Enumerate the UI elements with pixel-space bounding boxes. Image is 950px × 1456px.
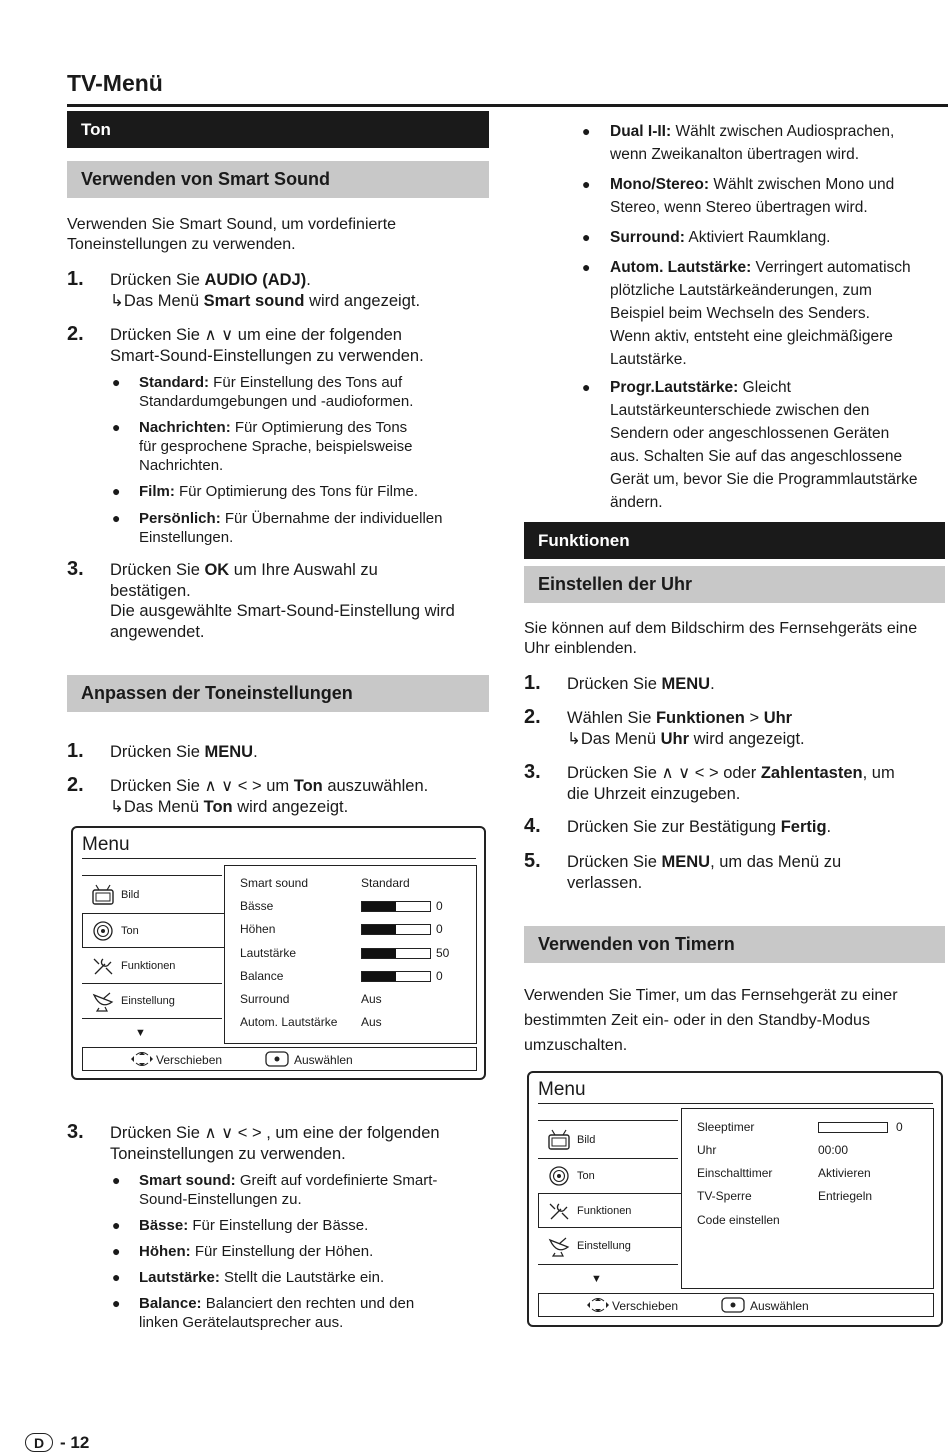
section-bar-label: Ton: [81, 119, 111, 139]
step-text-part: auszuwählen.: [322, 777, 429, 795]
bullet-dot: ●: [112, 374, 121, 390]
bullet-dot: ●: [582, 176, 591, 192]
step-line: angewendet.: [110, 622, 205, 641]
bullet-term: Bässe:: [139, 1217, 189, 1234]
satellite-dish-icon: [547, 1235, 571, 1257]
step-line: Die ausgewählte Smart-Sound-Einstellung wird: [110, 602, 455, 620]
speaker-icon: [91, 920, 115, 942]
ok-button-icon: [721, 1297, 745, 1316]
bullet-dot: ●: [112, 1172, 121, 1188]
setting-label[interactable]: Sleeptimer: [697, 1120, 755, 1134]
tv-menu-funktionen: [527, 1071, 943, 1327]
intro-line: Uhr einblenden.: [524, 640, 637, 657]
title-rule: [67, 104, 948, 107]
setting-value: Entriegeln: [818, 1189, 873, 1203]
ok-button-icon: [265, 1051, 289, 1070]
step-text: [567, 763, 895, 804]
bullet-item: [610, 173, 945, 219]
heading-clock: [524, 566, 945, 603]
satellite-dish-icon: [91, 990, 115, 1012]
setting-value: Aus: [361, 992, 382, 1006]
smart-sound-intro: [67, 215, 396, 255]
step-text: [110, 742, 258, 763]
side-divider: [538, 1158, 678, 1159]
slider[interactable]: [361, 948, 431, 959]
slider[interactable]: [361, 924, 431, 935]
bullet-line: Für Optimierung des Tons: [230, 419, 408, 436]
bullet-term: Persönlich:: [139, 510, 221, 527]
side-item-bild[interactable]: [547, 1125, 595, 1155]
slider-fill: [362, 925, 396, 934]
step-number: 1.: [67, 740, 84, 762]
step-number: 2.: [524, 706, 541, 728]
bullet-line: Nachrichten.: [139, 457, 224, 474]
step-text-bold: MENU: [661, 853, 711, 871]
bullet-line: Wählt zwischen Mono und: [709, 176, 895, 193]
setting-value: 0: [436, 969, 443, 983]
bullet-line: Wählt zwischen Audiosprachen,: [671, 123, 895, 140]
heading-timers: [524, 926, 945, 963]
setting-label[interactable]: Bässe: [240, 899, 274, 913]
setting-value: Standard: [361, 876, 410, 890]
tv-menu-ton: [71, 826, 486, 1080]
bullet-item: [139, 373, 489, 411]
step-line: Drücken Sie ∧ ∨ um eine der folgenden: [110, 326, 402, 344]
timers-intro: [524, 983, 898, 1058]
step-text-bold: Zahlentasten: [760, 764, 863, 782]
bullet-dot: ●: [582, 259, 591, 275]
step-line: die Uhrzeit einzugeben.: [567, 784, 741, 803]
intro-line: Verwenden Sie Smart Sound, um vordefinierte: [67, 216, 397, 233]
step-result-bold: Ton: [203, 797, 233, 816]
bullet-item: [610, 226, 945, 249]
step-text-part: Drücken Sie: [110, 743, 205, 761]
settings-panel: [681, 1108, 934, 1289]
settings-panel: [224, 865, 477, 1044]
bullet-dot: ●: [582, 123, 591, 139]
step-text-part: , um das Menü zu: [710, 853, 842, 871]
setting-label[interactable]: Surround: [240, 992, 290, 1006]
side-divider: [82, 1018, 222, 1019]
step-text-part: um Ihre Auswahl zu: [229, 561, 378, 579]
bullet-item: [139, 1268, 489, 1287]
bullet-term: Surround:: [610, 229, 685, 246]
side-item-label: Bild: [577, 1134, 596, 1146]
side-item-label: Ton: [121, 925, 139, 937]
bullet-term: Höhen:: [139, 1243, 191, 1260]
step-result: wird angezeigt.: [304, 291, 421, 310]
step-text: [567, 708, 805, 749]
step-result: ↳Das Menü: [110, 291, 204, 310]
clock-intro: [524, 619, 917, 659]
section-bar-ton: [67, 111, 489, 148]
step-text-part: Drücken Sie: [567, 853, 662, 871]
slider-fill: [362, 949, 396, 958]
tools-icon: [91, 955, 115, 977]
step-text: [567, 852, 841, 893]
step-number: 3.: [67, 558, 84, 580]
setting-label[interactable]: Autom. Lautstärke: [240, 1015, 338, 1029]
scroll-down-icon[interactable]: ▼: [135, 1027, 146, 1039]
setting-label[interactable]: Uhr: [697, 1143, 717, 1157]
bullet-line: Lautstärkeunterschiede zwischen den: [610, 402, 870, 419]
bullet-line: Aktiviert Raumklang.: [684, 229, 831, 246]
setting-label[interactable]: TV-Sperre: [697, 1189, 752, 1203]
bullet-line: Wenn aktiv, entsteht eine gleichmäßigere: [610, 328, 893, 345]
bullet-line: wenn Zweikanalton übertragen wird.: [610, 146, 859, 163]
step-number: 2.: [67, 774, 84, 796]
bullet-line: Greift auf vordefinierte Smart-: [235, 1172, 438, 1189]
bullet-line: aus. Schalten Sie auf das angeschlossene: [610, 448, 903, 465]
heading-smart-sound: [67, 161, 489, 198]
step-line: bestätigen.: [110, 581, 191, 600]
step-text-part: Wählen Sie: [567, 709, 656, 727]
heading-label: Verwenden von Timern: [538, 934, 735, 954]
bullet-line: Lautstärke.: [610, 351, 687, 368]
side-item-einstellung[interactable]: [91, 987, 175, 1015]
heading-label: Anpassen der Toneinstellungen: [81, 683, 353, 703]
bullet-term: Film:: [139, 483, 175, 500]
bullet-item: [139, 1171, 489, 1209]
step-text-part: Drücken Sie: [110, 561, 205, 579]
setting-value: Aus: [361, 1015, 382, 1029]
side-item-bild[interactable]: [91, 880, 139, 910]
side-divider: [538, 1120, 678, 1121]
navigate-arrows-icon: [129, 1051, 155, 1070]
page-title: TV-Menü: [67, 70, 163, 96]
bullet-line: Sendern oder angeschlossenen Geräten: [610, 425, 890, 442]
step-text-part: .: [710, 675, 715, 693]
step-text-part: .: [253, 743, 258, 761]
bullet-dot: ●: [582, 379, 591, 395]
step-number: 5.: [524, 850, 541, 872]
bullet-line: Stellt die Lautstärke ein.: [219, 1269, 385, 1286]
bullet-item: [139, 1294, 489, 1332]
menu-footer: [538, 1293, 934, 1317]
setting-label[interactable]: Einschalttimer: [697, 1166, 773, 1180]
step-text: [110, 560, 455, 642]
side-item-ton[interactable]: [91, 917, 139, 945]
bullet-line: plötzliche Lautstärkeänderungen, zum: [610, 282, 872, 299]
bullet-line: Sound-Einstellungen zu.: [139, 1191, 302, 1208]
setting-value: 0: [436, 899, 443, 913]
bullet-item: [610, 256, 945, 371]
menu-title-rule: [82, 858, 476, 859]
footer-select-label: Auswählen: [750, 1299, 809, 1313]
bullet-item: [139, 418, 489, 475]
bullet-term: Balance:: [139, 1295, 202, 1312]
bullet-dot: ●: [582, 229, 591, 245]
bullet-line: Verringert automatisch: [751, 259, 911, 276]
bullet-term: Dual I-II:: [610, 123, 672, 140]
setting-label[interactable]: Lautstärke: [240, 946, 297, 960]
navigate-arrows-icon: [585, 1297, 611, 1316]
step-result: wird angezeigt.: [232, 797, 349, 816]
step-line: Toneinstellungen zu verwenden.: [110, 1144, 346, 1163]
step-line: Smart-Sound-Einstellungen zu verwenden.: [110, 346, 424, 365]
step-text: [567, 817, 831, 838]
side-item-einstellung[interactable]: [547, 1232, 631, 1260]
step-result: ↳Das Menü: [567, 729, 661, 748]
side-item-label: Ton: [577, 1170, 595, 1182]
bullet-item: [139, 482, 489, 501]
bullet-dot: ●: [112, 419, 121, 435]
step-text-part: , um: [862, 764, 895, 782]
menu-title: Menu: [538, 1079, 586, 1100]
step-result: wird angezeigt.: [689, 729, 805, 748]
section-bar-funktionen: [524, 522, 945, 559]
setting-label[interactable]: Smart sound: [240, 876, 309, 890]
step-number: 3.: [524, 761, 541, 783]
intro-line: Sie können auf dem Bildschirm des Fernsehgeräts eine: [524, 620, 918, 637]
step-text-bold: Uhr: [763, 709, 793, 727]
bullet-dot: ●: [112, 483, 121, 499]
bullet-term: Autom. Lautstärke:: [610, 259, 752, 276]
footer-move-label: Verschieben: [612, 1299, 679, 1313]
bullet-line: Stereo, wenn Stereo übertragen wird.: [610, 199, 868, 216]
bullet-line: Balanciert den rechten und den: [201, 1295, 415, 1312]
step-text-bold: Fertig: [780, 818, 827, 836]
setting-value: 00:00: [818, 1143, 849, 1157]
step-text-part: Drücken Sie: [110, 271, 205, 289]
bullet-item: [139, 1242, 489, 1261]
bullet-dot: ●: [112, 510, 121, 526]
bullet-dot: ●: [112, 1243, 121, 1259]
bullet-line: Einstellungen.: [139, 529, 234, 546]
step-text: [110, 270, 420, 311]
step-result-bold: Uhr: [660, 729, 690, 748]
setting-label[interactable]: Code einstellen: [697, 1213, 780, 1227]
bullet-line: Standardumgebungen und -audioformen.: [139, 393, 414, 410]
step-number: 1.: [524, 672, 541, 694]
setting-label[interactable]: Höhen: [240, 922, 276, 936]
step-text-part: .: [306, 271, 311, 289]
bullet-line: Beispiel beim Wechseln des Senders.: [610, 305, 870, 322]
step-text-part: >: [744, 709, 764, 727]
slider-fill: [362, 902, 396, 911]
tv-icon: [547, 1129, 571, 1151]
heading-label: Einstellen der Uhr: [538, 574, 693, 594]
heading-sound-settings: [67, 675, 489, 712]
bullet-line: Für Einstellung der Bässe.: [188, 1217, 369, 1234]
step-text-part: Drücken Sie ∧ ∨ < > oder: [567, 764, 761, 782]
bullet-dot: ●: [112, 1295, 121, 1311]
side-divider: [82, 875, 222, 876]
footer-select-label: Auswählen: [294, 1053, 353, 1067]
bullet-item: [139, 509, 489, 547]
bullet-line: für gesprochene Sprache, beispielsweise: [139, 438, 413, 455]
step-text-part: Drücken Sie zur Bestätigung: [567, 818, 781, 836]
menu-title-rule: [538, 1103, 933, 1104]
step-text: [110, 776, 428, 817]
side-item-ton[interactable]: [547, 1162, 595, 1190]
step-result: ↳Das Menü: [110, 797, 204, 816]
page-number: - 12: [60, 1433, 90, 1452]
side-divider: [82, 983, 222, 984]
step-text-part: .: [826, 818, 832, 836]
slider[interactable]: [361, 971, 431, 982]
tools-icon: [547, 1200, 571, 1222]
intro-line: bestimmten Zeit ein- oder in den Standby-Modus: [524, 1012, 870, 1029]
menu-footer: [82, 1047, 477, 1071]
intro-line: umzuschalten.: [524, 1037, 628, 1054]
bullet-term: Mono/Stereo:: [610, 176, 710, 193]
bullet-line: Gerät um, bevor Sie die Programmlautstärke: [610, 471, 918, 488]
side-item-funktionen[interactable]: [91, 952, 175, 980]
step-text-bold: MENU: [204, 743, 254, 761]
step-text-bold: MENU: [661, 675, 711, 693]
step-number: 3.: [67, 1121, 84, 1143]
bullet-term: Lautstärke:: [139, 1269, 220, 1286]
step-text-bold: Ton: [293, 777, 323, 795]
bullet-line: Für Einstellung der Höhen.: [190, 1243, 374, 1260]
tv-icon: [91, 884, 115, 906]
bullet-line: Gleicht: [738, 379, 791, 396]
slider-fill: [362, 972, 396, 981]
intro-line: Toneinstellungen zu verwenden.: [67, 236, 296, 253]
bullet-line: linken Gerätelautsprecher aus.: [139, 1314, 344, 1331]
language-badge: [25, 1433, 53, 1452]
side-item-label: Funktionen: [121, 960, 176, 972]
bullet-line: ändern.: [610, 494, 663, 511]
language-badge-label: D: [33, 1434, 45, 1451]
scroll-down-icon[interactable]: ▼: [591, 1273, 602, 1285]
bullet-item: [610, 120, 945, 166]
intro-line: Verwenden Sie Timer, um das Fernsehgerät zu einer: [524, 987, 898, 1004]
bullet-line: Für Einstellung des Tons auf: [209, 374, 403, 391]
bullet-term: Nachrichten:: [139, 419, 231, 436]
step-line: Drücken Sie ∧ ∨ < > , um eine der folgenden: [110, 1124, 440, 1142]
setting-value: 0: [436, 922, 443, 936]
step-number: 1.: [67, 268, 84, 290]
heading-label: Verwenden von Smart Sound: [81, 169, 331, 189]
setting-value: Aktivieren: [818, 1166, 871, 1180]
footer-move-label: Verschieben: [156, 1053, 223, 1067]
step-line: verlassen.: [567, 873, 643, 892]
side-item-label: Bild: [121, 889, 140, 901]
bullet-term: Smart sound:: [139, 1172, 236, 1189]
step-text-part: Drücken Sie: [567, 675, 662, 693]
step-text: [567, 674, 715, 695]
bullet-item: [610, 376, 945, 514]
setting-value: 50: [436, 946, 450, 960]
side-item-label: Einstellung: [577, 1240, 631, 1252]
step-number: 2.: [67, 323, 84, 345]
step-text: [110, 325, 424, 366]
setting-value: 0: [896, 1120, 903, 1134]
section-bar-label: Funktionen: [538, 530, 630, 550]
step-number: 4.: [524, 815, 541, 837]
step-text-bold: AUDIO (ADJ): [204, 271, 307, 289]
slider[interactable]: [361, 901, 431, 912]
speaker-icon: [547, 1165, 571, 1187]
setting-label[interactable]: Balance: [240, 969, 284, 983]
bullet-line: Für Optimierung des Tons für Filme.: [174, 483, 418, 500]
step-text-bold: Funktionen: [655, 709, 745, 727]
bullet-term: Standard:: [139, 374, 210, 391]
bullet-line: Für Übernahme der individuellen: [220, 510, 443, 527]
menu-title: Menu: [82, 834, 130, 855]
bullet-dot: ●: [112, 1269, 121, 1285]
slider[interactable]: [818, 1122, 888, 1133]
side-item-label: Funktionen: [577, 1205, 632, 1217]
side-item-label: Einstellung: [121, 995, 175, 1007]
side-divider: [538, 1264, 678, 1265]
bullet-term: Progr.Lautstärke:: [610, 379, 739, 396]
step-text-bold: OK: [204, 561, 230, 579]
step-text: [110, 1123, 440, 1164]
side-item-funktionen[interactable]: [547, 1197, 631, 1225]
bullet-item: [139, 1216, 489, 1235]
step-text-part: Drücken Sie ∧ ∨ < > um: [110, 777, 294, 795]
bullet-dot: ●: [112, 1217, 121, 1233]
step-result-bold: Smart sound: [203, 291, 305, 310]
